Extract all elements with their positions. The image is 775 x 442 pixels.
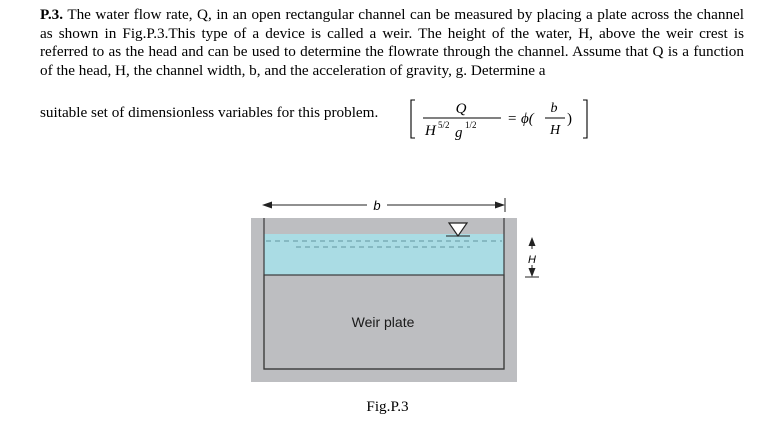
width-arrow-right-icon xyxy=(495,202,505,209)
formula-rhs-denominator: H xyxy=(549,123,561,138)
water-region xyxy=(264,234,504,275)
problem-text: The water flow rate, Q, in an open rectangular channel can be measured by placing a plate across the channel as shown in Fig.P.3.This type of a device is called a weir. The height of the water, H, above the weir crest is referred to as the head and can be used to determine the flowrate through the channel. Assume that Q is a function of the head, H, the channel width, b, and the acceleration of gravity, g. Determine a xyxy=(40,6,744,79)
formula-numerator: Q xyxy=(455,101,467,117)
formula-den-h: H xyxy=(425,123,436,139)
answer-formula xyxy=(409,94,619,142)
problem-statement xyxy=(40,6,744,80)
left-bracket xyxy=(411,100,415,138)
problem-number: P.3. xyxy=(40,6,64,23)
problem-last-line-text: suitable set of dimensionless variables for this problem. xyxy=(40,104,379,121)
formula-den-h-exp: 5/2 xyxy=(438,120,450,130)
formula-equals: = xyxy=(508,111,517,127)
figure-caption: Fig.P.3 xyxy=(366,398,409,415)
formula-close-paren: ) xyxy=(567,111,572,127)
width-arrow-left-icon xyxy=(262,202,272,209)
problem-last-line xyxy=(40,94,744,144)
formula-phi: ϕ( xyxy=(521,111,534,127)
formula-den-g-exp: 1/2 xyxy=(465,120,477,130)
formula-rhs-numerator: b xyxy=(550,101,558,116)
weir-plate-label: Weir plate xyxy=(351,314,415,330)
head-arrow-up-icon xyxy=(529,237,536,246)
formula-den-g: g xyxy=(455,125,463,141)
head-arrow-down-icon xyxy=(529,268,536,277)
right-bracket xyxy=(583,100,587,138)
head-label: H xyxy=(528,254,536,266)
width-label: b xyxy=(373,198,381,213)
